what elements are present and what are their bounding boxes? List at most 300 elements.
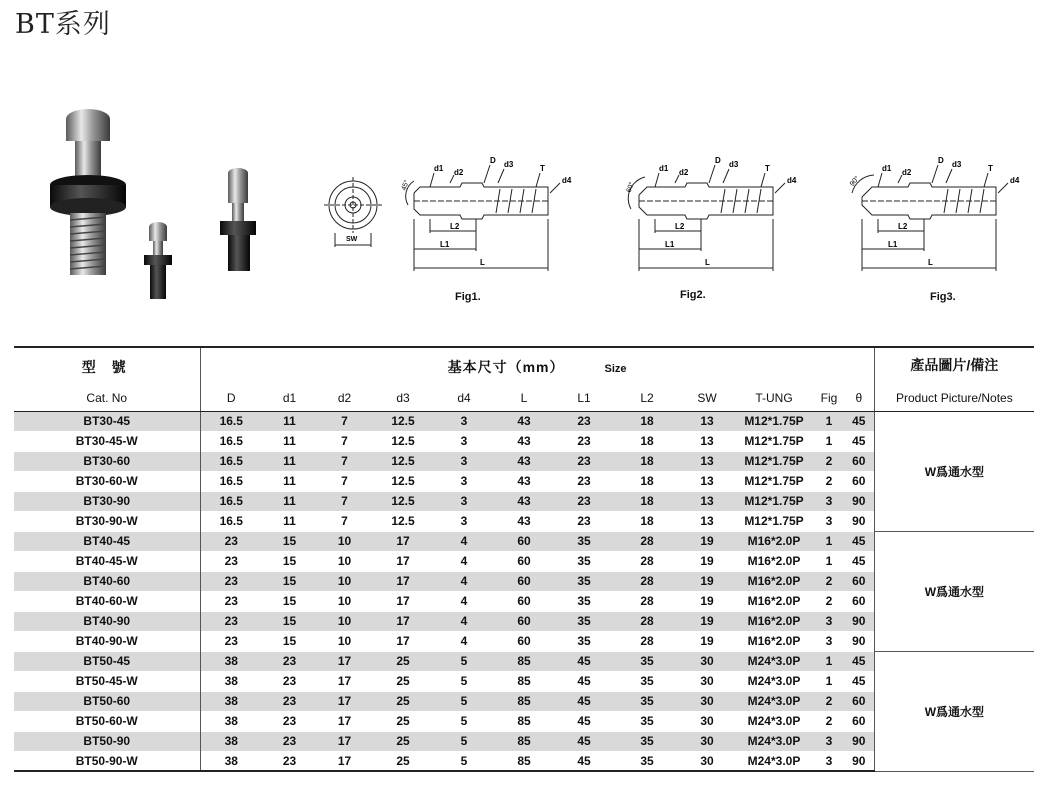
cell-value: 5 [460, 714, 468, 728]
cell-value: 30 [680, 731, 734, 751]
cell-value: 60 [494, 531, 554, 551]
fig2-diagram [625, 153, 805, 283]
fig1-label-L: L [480, 258, 485, 267]
header-col-d1: d1 [262, 385, 317, 411]
cell-value: M16*2.0P [734, 531, 814, 551]
cell-value: 12.5 [391, 474, 415, 488]
cell-value: M16*2.0P [747, 634, 801, 648]
cell-value: 17 [372, 611, 434, 631]
cell-value: 16.5 [200, 451, 262, 471]
cell-value: 45 [554, 751, 614, 771]
fig2-label-L: L [705, 258, 710, 267]
cell-value: 7 [317, 451, 372, 471]
cell-value: 23 [577, 474, 591, 488]
fig1-angle: 45° [400, 179, 411, 192]
cell-value: M12*1.75P [744, 514, 804, 528]
cell-value: 25 [372, 731, 434, 751]
cell-value: 17 [372, 571, 434, 591]
header-col-L2: L2 [614, 385, 680, 411]
cell-cat-no: BT50-45 [14, 651, 200, 671]
cell-value: 18 [640, 514, 654, 528]
cell-value: 30 [680, 691, 734, 711]
header-col-d4: d4 [434, 385, 494, 411]
cell-value: 12.5 [372, 411, 434, 431]
cell-value: 2 [825, 474, 833, 488]
end-view-diagram [322, 175, 384, 255]
cell-value: M24*3.0P [747, 714, 801, 728]
fig3-label-d4: d4 [1010, 176, 1020, 185]
cell-value: 15 [262, 531, 317, 551]
cell-value: 30 [700, 714, 714, 728]
cell-value: 28 [614, 571, 680, 591]
cell-value: 17 [317, 751, 372, 771]
header-cat-en: Cat. No [14, 385, 200, 411]
cell-value: 12.5 [391, 434, 415, 448]
cell-value: 2 [814, 451, 844, 471]
cell-value: 3 [825, 634, 833, 648]
fig3-label-L1: L1 [888, 240, 898, 249]
fig1-label-d3: d3 [504, 160, 514, 169]
cell-value: 38 [200, 751, 262, 771]
cell-value: 11 [283, 514, 296, 528]
cell-value: 23 [554, 451, 614, 471]
cell-value: 28 [640, 634, 654, 648]
cell-value: 30 [680, 751, 734, 771]
cell-value: 45 [844, 411, 874, 431]
cell-value: 3 [460, 434, 468, 448]
cell-value: M12*1.75P [734, 411, 814, 431]
cell-value: 23 [577, 434, 591, 448]
cell-value: 17 [337, 714, 352, 728]
cell-value: 43 [517, 434, 531, 448]
cell-value: 28 [614, 611, 680, 631]
header-col-SW: SW [680, 385, 734, 411]
cell-value: 1 [825, 674, 833, 688]
cell-value: M24*3.0P [734, 731, 814, 751]
fig3-label-d3: d3 [952, 160, 962, 169]
cell-cat-no: BT40-90 [14, 611, 200, 631]
cell-value: 30 [680, 651, 734, 671]
cell-cat-no: BT50-60 [14, 691, 200, 711]
cell-value: 12.5 [372, 491, 434, 511]
cell-value: 2 [825, 594, 833, 608]
cell-value: 23 [200, 531, 262, 551]
cell-value: 35 [640, 714, 654, 728]
cell-value: 10 [337, 594, 352, 608]
header-col-d3: d3 [372, 385, 434, 411]
cell-value: 23 [262, 651, 317, 671]
cell-value: 10 [337, 634, 352, 648]
fig3-label-L2: L2 [898, 222, 908, 231]
fig2-label-L2: L2 [675, 222, 685, 231]
cell-value: 25 [396, 714, 410, 728]
cell-value: 43 [494, 451, 554, 471]
cell-value: 85 [517, 674, 531, 688]
cell-value: 28 [640, 554, 654, 568]
cell-value: 10 [317, 611, 372, 631]
cell-value: 23 [282, 714, 297, 728]
cell-value: M16*2.0P [734, 611, 814, 631]
cell-cat-no: BT40-60-W [75, 594, 138, 608]
cell-value: 60 [494, 611, 554, 631]
fig2-label-D: D [715, 156, 721, 165]
table-body [14, 411, 1034, 771]
cell-value: M24*3.0P [734, 691, 814, 711]
fig3-caption: Fig3. [930, 291, 956, 303]
product-large [50, 109, 126, 275]
cell-value: 3 [814, 611, 844, 631]
cell-value: 19 [700, 554, 714, 568]
cell-value: 17 [337, 674, 352, 688]
cell-value: 3 [460, 474, 468, 488]
cell-value: 17 [396, 634, 410, 648]
header-notes-zh: 產品圖片/備注 [910, 357, 999, 373]
cell-value: 12.5 [372, 451, 434, 471]
fig3-label-D: D [938, 156, 944, 165]
cell-value: 1 [825, 554, 833, 568]
cell-value: 45 [844, 651, 874, 671]
cell-value: 13 [680, 491, 734, 511]
cell-value: 1 [825, 434, 833, 448]
cell-cat-no: BT50-90-W [14, 751, 200, 771]
header-col-L: L [494, 385, 554, 411]
cell-value: 23 [262, 731, 317, 751]
cell-value: 90 [844, 751, 874, 771]
fig3-label-T: T [988, 164, 993, 173]
cell-value: 23 [262, 751, 317, 771]
cell-value: 23 [200, 631, 262, 651]
cell-value: 7 [341, 514, 348, 528]
fig1-label-D: D [490, 156, 496, 165]
cell-value: 85 [494, 651, 554, 671]
cell-value: 15 [282, 634, 297, 648]
cell-value: 17 [396, 554, 410, 568]
cell-value: 45 [844, 551, 874, 571]
cell-value: 60 [844, 711, 874, 731]
fig1-label-T: T [540, 164, 545, 173]
cell-cat-no: BT40-60 [14, 571, 200, 591]
cell-value: 19 [680, 611, 734, 631]
fig2-label-d2: d2 [679, 168, 689, 177]
cell-value: 23 [554, 411, 614, 431]
cell-value: 11 [283, 434, 296, 448]
cell-value: 13 [700, 434, 714, 448]
cell-value: 35 [614, 651, 680, 671]
cell-value: 60 [844, 451, 874, 471]
cell-value: 10 [317, 571, 372, 591]
fig1-label-d1: d1 [434, 164, 444, 173]
figure-row [0, 95, 1057, 325]
cell-value: 35 [614, 731, 680, 751]
cell-value: 2 [825, 714, 833, 728]
cell-value: 5 [434, 751, 494, 771]
cell-value: 18 [614, 491, 680, 511]
cell-value: 90 [844, 611, 874, 631]
fig2-caption: Fig2. [680, 289, 706, 301]
header-group-title: 基本尺寸（mm） [447, 358, 565, 375]
cell-value: M24*3.0P [734, 751, 814, 771]
cell-value: 19 [700, 634, 714, 648]
cell-value: 3 [460, 514, 468, 528]
cell-value: 16.5 [200, 411, 262, 431]
cell-value: 17 [317, 691, 372, 711]
cell-value: 35 [614, 691, 680, 711]
cell-value: 60 [494, 571, 554, 591]
cell-value: 17 [372, 531, 434, 551]
cell-value: 4 [434, 611, 494, 631]
cell-value: 10 [317, 531, 372, 551]
cell-value: 11 [262, 411, 317, 431]
cell-value: M16*2.0P [747, 554, 801, 568]
header-notes-en: Product Picture/Notes [874, 385, 1034, 411]
cell-value: 45 [554, 651, 614, 671]
cell-value: M12*1.75P [744, 474, 804, 488]
cell-value: 28 [640, 594, 654, 608]
header-col-D: D [200, 385, 262, 411]
cell-value: 28 [614, 531, 680, 551]
cell-value: 38 [200, 671, 262, 691]
cell-value: M12*1.75P [734, 491, 814, 511]
cell-value: 4 [434, 531, 494, 551]
group-note: W爲通水型 [874, 531, 1034, 651]
cell-cat-no: BT30-60 [14, 451, 200, 471]
cell-value: 15 [262, 571, 317, 591]
fig3-angle: 90° [848, 175, 862, 188]
cell-value: 17 [317, 731, 372, 751]
cell-value: 13 [700, 514, 714, 528]
cell-value: 45 [844, 531, 874, 551]
group-note: W爲通水型 [874, 651, 1034, 771]
product-small [144, 222, 172, 299]
cell-cat-no: BT30-90 [14, 491, 200, 511]
cell-value: 43 [517, 514, 531, 528]
cell-value: 60 [844, 591, 874, 611]
cell-value: 35 [554, 611, 614, 631]
cell-value: 2 [814, 691, 844, 711]
cell-value: 35 [577, 554, 591, 568]
header-group-size: Size [604, 362, 627, 375]
cell-value: 7 [317, 491, 372, 511]
cell-value: 85 [494, 751, 554, 771]
group-note: W爲通水型 [874, 411, 1034, 531]
cell-value: 85 [517, 714, 531, 728]
product-photos [48, 105, 288, 305]
cell-value: 23 [262, 691, 317, 711]
cell-cat-no: BT50-60-W [75, 714, 138, 728]
cell-value: 38 [200, 711, 262, 731]
cell-value: 23 [200, 551, 262, 571]
cell-value: 17 [317, 651, 372, 671]
cell-value: 3 [825, 514, 833, 528]
cell-value: M24*3.0P [747, 674, 801, 688]
cell-value: 4 [460, 594, 468, 608]
cell-value: 90 [844, 731, 874, 751]
cell-value: 3 [814, 491, 844, 511]
fig2-label-d4: d4 [787, 176, 797, 185]
cell-value: 35 [554, 531, 614, 551]
cell-value: 2 [814, 571, 844, 591]
cell-value: 30 [700, 674, 714, 688]
cell-cat-no: BT30-45-W [75, 434, 138, 448]
header-size-group [200, 347, 874, 385]
cell-value: 85 [494, 731, 554, 751]
cell-value: 16.5 [200, 491, 262, 511]
cell-value: 35 [577, 634, 591, 648]
cell-value: 19 [700, 594, 714, 608]
cell-value: 23 [577, 514, 591, 528]
cell-value: 5 [434, 651, 494, 671]
fig2-label-d3: d3 [729, 160, 739, 169]
cell-value: 7 [341, 434, 348, 448]
header-col-T-UNG: T-UNG [734, 385, 814, 411]
cell-value: 16.5 [200, 431, 262, 451]
fig3-diagram [848, 153, 1028, 283]
cell-value: 43 [494, 411, 554, 431]
fig1-caption: Fig1. [455, 291, 481, 303]
cell-cat-no: BT50-90 [14, 731, 200, 751]
cell-value: 5 [434, 691, 494, 711]
cell-value: 25 [372, 691, 434, 711]
header-cat-zh: 型 號 [81, 359, 132, 375]
cell-value: 35 [554, 571, 614, 591]
product-medium [220, 168, 256, 271]
cell-cat-no: BT40-45 [14, 531, 200, 551]
cell-value: 1 [814, 411, 844, 431]
cell-value: 16.5 [200, 471, 262, 491]
cell-value: 15 [262, 611, 317, 631]
cell-value: 16.5 [200, 511, 262, 531]
cell-value: 5 [434, 731, 494, 751]
cell-value: 60 [844, 571, 874, 591]
cell-cat-no: BT50-45-W [75, 674, 138, 688]
cell-value: 3 [434, 451, 494, 471]
cell-value: 5 [460, 674, 468, 688]
cell-value: 15 [282, 554, 297, 568]
cell-value: 35 [640, 674, 654, 688]
cell-value: 25 [396, 674, 410, 688]
cell-value: M24*3.0P [734, 651, 814, 671]
cell-value: 4 [434, 571, 494, 591]
cell-value: 18 [640, 434, 654, 448]
cell-value: 23 [200, 611, 262, 631]
cell-value: M16*2.0P [747, 594, 801, 608]
cell-value: 13 [700, 474, 714, 488]
cell-value: 11 [283, 474, 296, 488]
cell-value: 3 [434, 491, 494, 511]
cell-value: 60 [517, 554, 531, 568]
cell-value: 1 [814, 531, 844, 551]
cell-cat-no: BT30-45 [14, 411, 200, 431]
cell-value: 3 [814, 731, 844, 751]
fig2-angle: 60° [625, 181, 636, 194]
cell-value: 11 [262, 451, 317, 471]
cell-value: 25 [372, 751, 434, 771]
cell-value: 90 [844, 511, 874, 531]
fig1-label-L1: L1 [440, 240, 450, 249]
fig2-label-d1: d1 [659, 164, 669, 173]
cell-value: 23 [200, 571, 262, 591]
cell-value: 13 [680, 411, 734, 431]
cell-value: M12*1.75P [734, 451, 814, 471]
cell-value: 60 [517, 594, 531, 608]
cell-value: 19 [680, 571, 734, 591]
fig3-label-d2: d2 [902, 168, 912, 177]
cell-value: 4 [460, 554, 468, 568]
cell-value: 45 [577, 674, 591, 688]
header-col-d2: d2 [317, 385, 372, 411]
cell-value: 7 [341, 474, 348, 488]
cell-cat-no: BT30-90-W [75, 514, 138, 528]
cell-value: 90 [844, 631, 874, 651]
fig3-label-L: L [928, 258, 933, 267]
cell-value: 15 [282, 594, 297, 608]
fig1-label-d4: d4 [562, 176, 572, 185]
header-col-theta: θ [844, 385, 874, 411]
cell-value: 18 [640, 474, 654, 488]
cell-cat-no: BT40-45-W [75, 554, 138, 568]
cell-value: 85 [494, 691, 554, 711]
cell-value: 45 [844, 671, 874, 691]
cell-value: 17 [396, 594, 410, 608]
cell-value: 13 [680, 451, 734, 471]
cell-value: 18 [614, 411, 680, 431]
spec-table [14, 346, 1034, 772]
cell-value: 38 [200, 731, 262, 751]
fig2-label-T: T [765, 164, 770, 173]
cell-value: 38 [200, 691, 262, 711]
cell-value: 38 [200, 651, 262, 671]
cell-value: 11 [262, 491, 317, 511]
cell-value: M16*2.0P [734, 571, 814, 591]
cell-value: 4 [460, 634, 468, 648]
cell-value: 60 [844, 691, 874, 711]
cell-value: 45 [577, 714, 591, 728]
cell-value: 19 [680, 531, 734, 551]
cell-value: 25 [372, 651, 434, 671]
cell-value: 23 [200, 591, 262, 611]
cell-value: 3 [434, 411, 494, 431]
cell-cat-no: BT30-60-W [75, 474, 138, 488]
fig3-label-d1: d1 [882, 164, 892, 173]
cell-value: 60 [844, 471, 874, 491]
fig2-label-L1: L1 [665, 240, 675, 249]
table-row [14, 651, 1034, 671]
cell-cat-no: BT40-90-W [75, 634, 138, 648]
header-col-Fig: Fig [814, 385, 844, 411]
fig1-label-L2: L2 [450, 222, 460, 231]
cell-value: 18 [614, 451, 680, 471]
cell-value: 35 [577, 594, 591, 608]
fig1-diagram [400, 153, 580, 283]
header-col-L1: L1 [554, 385, 614, 411]
cell-value: 7 [317, 411, 372, 431]
table-row [14, 411, 1034, 431]
cell-value: 23 [282, 674, 297, 688]
cell-value: 43 [494, 491, 554, 511]
cell-value: 23 [554, 491, 614, 511]
cell-value: 35 [614, 751, 680, 771]
cell-value: 90 [844, 491, 874, 511]
cell-value: M12*1.75P [744, 434, 804, 448]
cell-value: 60 [517, 634, 531, 648]
cell-value: 45 [554, 731, 614, 751]
page-title: BT系列 [15, 9, 111, 40]
cell-value: 12.5 [391, 514, 415, 528]
table-row [14, 531, 1034, 551]
cell-value: 1 [814, 651, 844, 671]
cell-value: 10 [337, 554, 352, 568]
cell-value: 3 [814, 751, 844, 771]
